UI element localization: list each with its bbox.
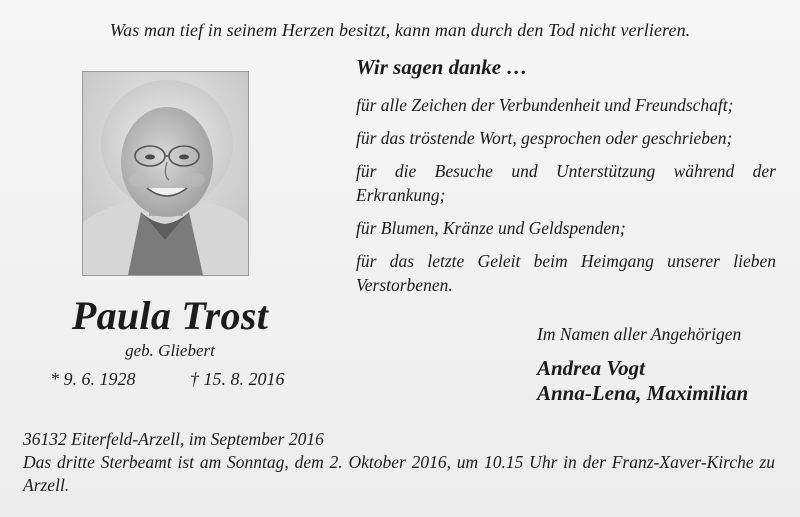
thanks-item: für das letzte Geleit beim Heimgang unserer lieben Verstorbenen. bbox=[356, 251, 776, 295]
service-announcement: Das dritte Sterbeamt ist am Sonntag, dem 2. Oktober 2016, um 10.15 Uhr in der Franz-Xaver-Kirche zu Arzell. bbox=[23, 452, 775, 495]
place-date: 36132 Eiterfeld-Arzell, im September 2016 bbox=[23, 429, 324, 449]
thanks-item: für die Besuche und Unterstützung während der Erkrankung; bbox=[356, 161, 776, 205]
portrait-illustration bbox=[83, 72, 248, 275]
deceased-name: Paula Trost bbox=[71, 293, 269, 338]
thanks-item: für Blumen, Kränze und Geldspenden; bbox=[356, 218, 626, 238]
thanks-item: für das tröstende Wort, gesprochen oder geschrieben; bbox=[356, 128, 733, 148]
family-name: Andrea Vogt bbox=[537, 356, 645, 380]
thanks-list bbox=[356, 93, 776, 306]
motto-text: Was man tief in seinem Herzen besitzt, kann man durch den Tod nicht verlieren. bbox=[109, 20, 691, 40]
family-name: Anna-Lena, Maximilian bbox=[537, 381, 749, 405]
portrait-photo bbox=[82, 71, 249, 276]
thanks-item: für alle Zeichen der Verbundenheit und Freundschaft; bbox=[356, 95, 734, 115]
maiden-name: geb. Gliebert bbox=[125, 341, 215, 360]
thanks-heading: Wir sagen danke … bbox=[356, 55, 528, 79]
death-date: † 15. 8. 2016 bbox=[190, 369, 285, 389]
birth-date: * 9. 6. 1928 bbox=[50, 369, 136, 389]
footer bbox=[23, 428, 775, 497]
family-intro: Im Namen aller Angehörigen bbox=[537, 324, 742, 344]
